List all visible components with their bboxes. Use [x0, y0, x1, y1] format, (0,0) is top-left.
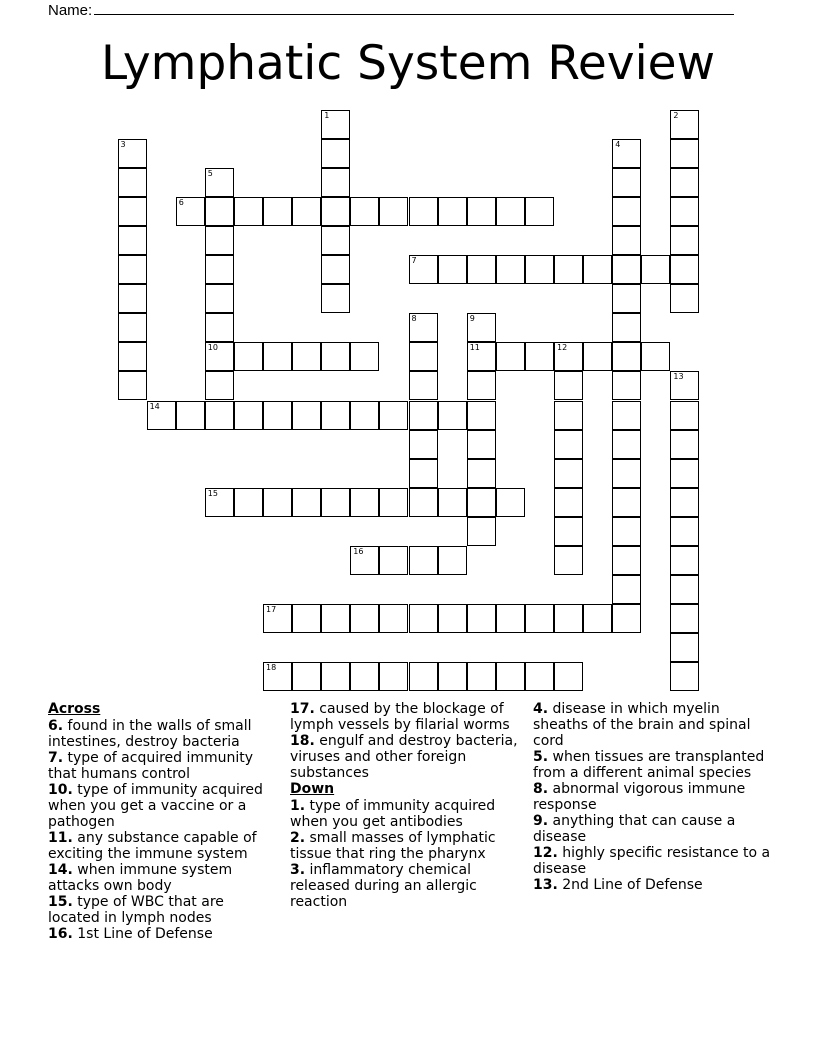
grid-cell[interactable] — [554, 459, 583, 488]
grid-cell[interactable] — [321, 662, 350, 691]
across-heading: Across — [48, 701, 101, 717]
grid-cell[interactable] — [467, 342, 496, 371]
grid-cell[interactable] — [496, 488, 525, 517]
grid-cell[interactable] — [554, 517, 583, 546]
page-title: Lymphatic System Review — [100, 36, 716, 91]
grid-cell[interactable] — [292, 342, 321, 371]
grid-cell[interactable] — [379, 401, 408, 430]
grid-cell[interactable] — [379, 197, 408, 226]
grid-cell[interactable] — [467, 662, 496, 691]
grid-cell[interactable] — [409, 371, 438, 400]
grid-cell[interactable] — [554, 604, 583, 633]
grid-cell[interactable] — [438, 197, 467, 226]
grid-cell[interactable] — [205, 342, 234, 371]
grid-cell[interactable] — [670, 633, 699, 662]
grid-cell[interactable] — [525, 604, 554, 633]
grid-cell[interactable] — [670, 226, 699, 255]
grid-cell[interactable] — [612, 255, 641, 284]
grid-cell[interactable] — [496, 255, 525, 284]
grid-cell[interactable] — [641, 255, 670, 284]
grid-cell[interactable] — [321, 488, 350, 517]
clue-across-6: 6. found in the walls of small intestines, destroy bacteria — [48, 718, 252, 750]
grid-cell[interactable] — [350, 401, 379, 430]
clue-across-16: 16. 1st Line of Defense — [48, 926, 213, 942]
grid-cell[interactable] — [321, 401, 350, 430]
grid-cell[interactable] — [234, 342, 263, 371]
grid-cell[interactable] — [263, 197, 292, 226]
grid-cell[interactable] — [670, 284, 699, 313]
grid-cell[interactable] — [612, 313, 641, 342]
grid-cell[interactable] — [670, 110, 699, 139]
grid-cell[interactable] — [176, 197, 205, 226]
grid-cell[interactable] — [321, 168, 350, 197]
grid-cell[interactable] — [409, 459, 438, 488]
grid-cell[interactable] — [554, 488, 583, 517]
grid-cell[interactable] — [350, 604, 379, 633]
grid-cell[interactable] — [670, 371, 699, 400]
clue-across-17: 17. caused by the blockage of lymph vessels by filarial worms — [290, 701, 510, 733]
grid-cell[interactable] — [670, 575, 699, 604]
grid-cell[interactable] — [670, 662, 699, 691]
clue-across-14: 14. when immune system attacks own body — [48, 862, 233, 894]
grid-cell[interactable] — [350, 342, 379, 371]
grid-cell[interactable] — [205, 371, 234, 400]
clue-number-label: 10 — [207, 343, 218, 353]
grid-cell[interactable] — [234, 488, 263, 517]
grid-cell[interactable] — [612, 401, 641, 430]
clue-number-label: 18 — [266, 663, 277, 673]
clue-across-7: 7. type of acquired immunity that humans control — [48, 750, 254, 782]
grid-cell[interactable] — [467, 459, 496, 488]
grid-cell[interactable] — [263, 401, 292, 430]
grid-cell[interactable] — [205, 168, 234, 197]
grid-cell[interactable] — [554, 371, 583, 400]
grid-cell[interactable] — [205, 401, 234, 430]
clue-number-label: 6 — [178, 197, 184, 207]
grid-cell[interactable] — [263, 342, 292, 371]
grid-cell[interactable] — [583, 342, 612, 371]
clue-number-label: 13 — [673, 372, 684, 382]
grid-cell[interactable] — [350, 488, 379, 517]
grid-cell[interactable] — [409, 255, 438, 284]
grid-cell[interactable] — [467, 604, 496, 633]
grid-cell[interactable] — [409, 197, 438, 226]
grid-cell[interactable] — [670, 401, 699, 430]
grid-cell[interactable] — [612, 517, 641, 546]
grid-cell[interactable] — [554, 546, 583, 575]
grid-cell[interactable] — [409, 604, 438, 633]
grid-cell[interactable] — [467, 517, 496, 546]
grid-cell[interactable] — [409, 546, 438, 575]
clue-down-13: 13. 2nd Line of Defense — [533, 877, 703, 893]
grid-cell[interactable] — [612, 168, 641, 197]
grid-cell[interactable] — [176, 401, 205, 430]
clue-down-5: 5. when tissues are transplanted from a different animal species — [533, 749, 765, 781]
grid-cell[interactable] — [583, 255, 612, 284]
grid-cell[interactable] — [670, 459, 699, 488]
grid-cell[interactable] — [321, 110, 350, 139]
grid-cell[interactable] — [496, 342, 525, 371]
grid-cell[interactable] — [118, 255, 147, 284]
grid-cell[interactable] — [379, 662, 408, 691]
grid-cell[interactable] — [496, 197, 525, 226]
clue-number-label: 4 — [615, 139, 621, 149]
grid-cell[interactable] — [118, 371, 147, 400]
grid-cell[interactable] — [292, 488, 321, 517]
grid-cell[interactable] — [263, 488, 292, 517]
grid-cell[interactable] — [438, 662, 467, 691]
grid-cell[interactable] — [321, 284, 350, 313]
grid-cell[interactable] — [496, 604, 525, 633]
grid-cell[interactable] — [292, 401, 321, 430]
grid-cell[interactable] — [263, 662, 292, 691]
down-heading: Down — [290, 781, 335, 797]
clue-down-8: 8. abnormal vigorous immune response — [533, 781, 746, 813]
grid-cell[interactable] — [292, 662, 321, 691]
grid-cell[interactable] — [379, 488, 408, 517]
clue-number-label: 1 — [324, 110, 330, 120]
grid-cell[interactable] — [438, 546, 467, 575]
grid-cell[interactable] — [409, 488, 438, 517]
grid-cell[interactable] — [321, 197, 350, 226]
grid-cell[interactable] — [554, 401, 583, 430]
grid-cell[interactable] — [321, 604, 350, 633]
clue-down-9: 9. anything that can cause a disease — [533, 813, 736, 845]
clue-down-2: 2. small masses of lymphatic tissue that ring the pharynx — [290, 830, 496, 862]
clue-number-label: 16 — [353, 547, 364, 556]
grid-cell[interactable] — [350, 197, 379, 226]
grid-cell[interactable] — [409, 401, 438, 430]
grid-cell[interactable] — [670, 197, 699, 226]
grid-cell[interactable] — [670, 517, 699, 546]
grid-cell[interactable] — [612, 197, 641, 226]
grid-cell[interactable] — [554, 662, 583, 691]
grid-cell[interactable] — [525, 342, 554, 371]
grid-cell[interactable] — [670, 139, 699, 168]
clues-column-1 — [48, 701, 280, 942]
grid-cell[interactable] — [409, 342, 438, 371]
grid-cell[interactable] — [292, 604, 321, 633]
clue-across-11: 11. any substance capable of exciting the immune system — [48, 830, 257, 862]
grid-cell[interactable] — [205, 197, 234, 226]
grid-cell[interactable] — [205, 313, 234, 342]
clue-number-label: 8 — [411, 314, 417, 324]
grid-cell[interactable] — [321, 342, 350, 371]
clue-number-label: 2 — [673, 110, 679, 120]
clue-number-label: 17 — [266, 605, 277, 615]
grid-cell[interactable] — [350, 662, 379, 691]
grid-cell[interactable] — [554, 430, 583, 459]
grid-cell[interactable] — [612, 430, 641, 459]
grid-cell[interactable] — [670, 430, 699, 459]
grid-cell[interactable] — [467, 371, 496, 400]
grid-cell[interactable] — [467, 401, 496, 430]
grid-cell[interactable] — [670, 604, 699, 633]
grid-cell[interactable] — [118, 226, 147, 255]
clue-number-label: 9 — [469, 314, 475, 324]
clue-number-label: 7 — [411, 256, 417, 265]
grid-cell[interactable] — [612, 459, 641, 488]
grid-cell[interactable] — [525, 197, 554, 226]
grid-cell[interactable] — [467, 488, 496, 517]
clue-number-label: 12 — [557, 343, 568, 353]
grid-cell[interactable] — [118, 168, 147, 197]
grid-cell[interactable] — [612, 546, 641, 575]
grid-cell[interactable] — [612, 371, 641, 400]
grid-cell[interactable] — [467, 197, 496, 226]
clues-column-3 — [533, 701, 773, 893]
grid-cell[interactable] — [467, 430, 496, 459]
clue-down-12: 12. highly specific resistance to a disease — [533, 845, 771, 877]
grid-cell[interactable] — [612, 139, 641, 168]
clue-number-label: 14 — [149, 401, 160, 411]
grid-cell[interactable] — [467, 313, 496, 342]
grid-cell[interactable] — [554, 342, 583, 371]
clue-across-10: 10. type of immunity acquired when you get a vaccine or a pathogen — [48, 782, 263, 830]
clues-column-2 — [290, 701, 525, 910]
grid-cell[interactable] — [118, 313, 147, 342]
grid-cell[interactable] — [409, 313, 438, 342]
grid-cell[interactable] — [234, 197, 263, 226]
grid-cell[interactable] — [496, 662, 525, 691]
grid-cell[interactable] — [612, 604, 641, 633]
grid-cell[interactable] — [525, 662, 554, 691]
grid-cell[interactable] — [118, 139, 147, 168]
grid-cell[interactable] — [670, 546, 699, 575]
grid-cell[interactable] — [205, 226, 234, 255]
grid-cell[interactable] — [612, 342, 641, 371]
clue-number-label: 5 — [207, 168, 213, 178]
grid-cell[interactable] — [583, 604, 612, 633]
clue-number-label: 11 — [469, 343, 480, 353]
grid-cell[interactable] — [263, 604, 292, 633]
clue-down-4: 4. disease in which myelin sheaths of the brain and spinal cord — [533, 701, 751, 749]
grid-cell[interactable] — [409, 430, 438, 459]
name-label: Name: — [48, 2, 93, 19]
grid-cell[interactable] — [438, 488, 467, 517]
grid-cell[interactable] — [379, 546, 408, 575]
clue-across-15: 15. type of WBC that are located in lymph nodes — [48, 894, 224, 926]
clue-number-label: 3 — [120, 139, 126, 149]
grid-cell[interactable] — [321, 139, 350, 168]
clue-number-label: 15 — [207, 488, 218, 498]
grid-cell[interactable] — [147, 401, 176, 430]
clue-down-3: 3. inflammatory chemical released during an allergic reaction — [290, 862, 477, 910]
clue-across-18: 18. engulf and destroy bacteria, viruses and other foreign substances — [290, 733, 518, 781]
grid-cell[interactable] — [205, 284, 234, 313]
grid-cell[interactable] — [321, 255, 350, 284]
grid-cell[interactable] — [670, 488, 699, 517]
grid-cell[interactable] — [205, 488, 234, 517]
grid-cell[interactable] — [670, 255, 699, 284]
grid-cell[interactable] — [612, 488, 641, 517]
grid-cell[interactable] — [641, 342, 670, 371]
grid-cell[interactable] — [118, 342, 147, 371]
grid-cell[interactable] — [612, 226, 641, 255]
grid-cell[interactable] — [350, 546, 379, 575]
grid-cell[interactable] — [379, 604, 408, 633]
grid-cell[interactable] — [205, 255, 234, 284]
grid-cell[interactable] — [525, 255, 554, 284]
grid-cell[interactable] — [612, 284, 641, 313]
grid-cell[interactable] — [292, 197, 321, 226]
grid-cell[interactable] — [409, 662, 438, 691]
grid-cell[interactable] — [438, 604, 467, 633]
grid-cell[interactable] — [467, 255, 496, 284]
grid-cell[interactable] — [321, 226, 350, 255]
grid-cell[interactable] — [438, 401, 467, 430]
grid-cell[interactable] — [670, 168, 699, 197]
grid-cell[interactable] — [234, 401, 263, 430]
grid-cell[interactable] — [118, 197, 147, 226]
grid-cell[interactable] — [554, 255, 583, 284]
grid-cell[interactable] — [438, 255, 467, 284]
clue-down-1: 1. type of immunity acquired when you get antibodies — [290, 798, 496, 830]
grid-cell[interactable] — [118, 284, 147, 313]
grid-cell[interactable] — [612, 575, 641, 604]
